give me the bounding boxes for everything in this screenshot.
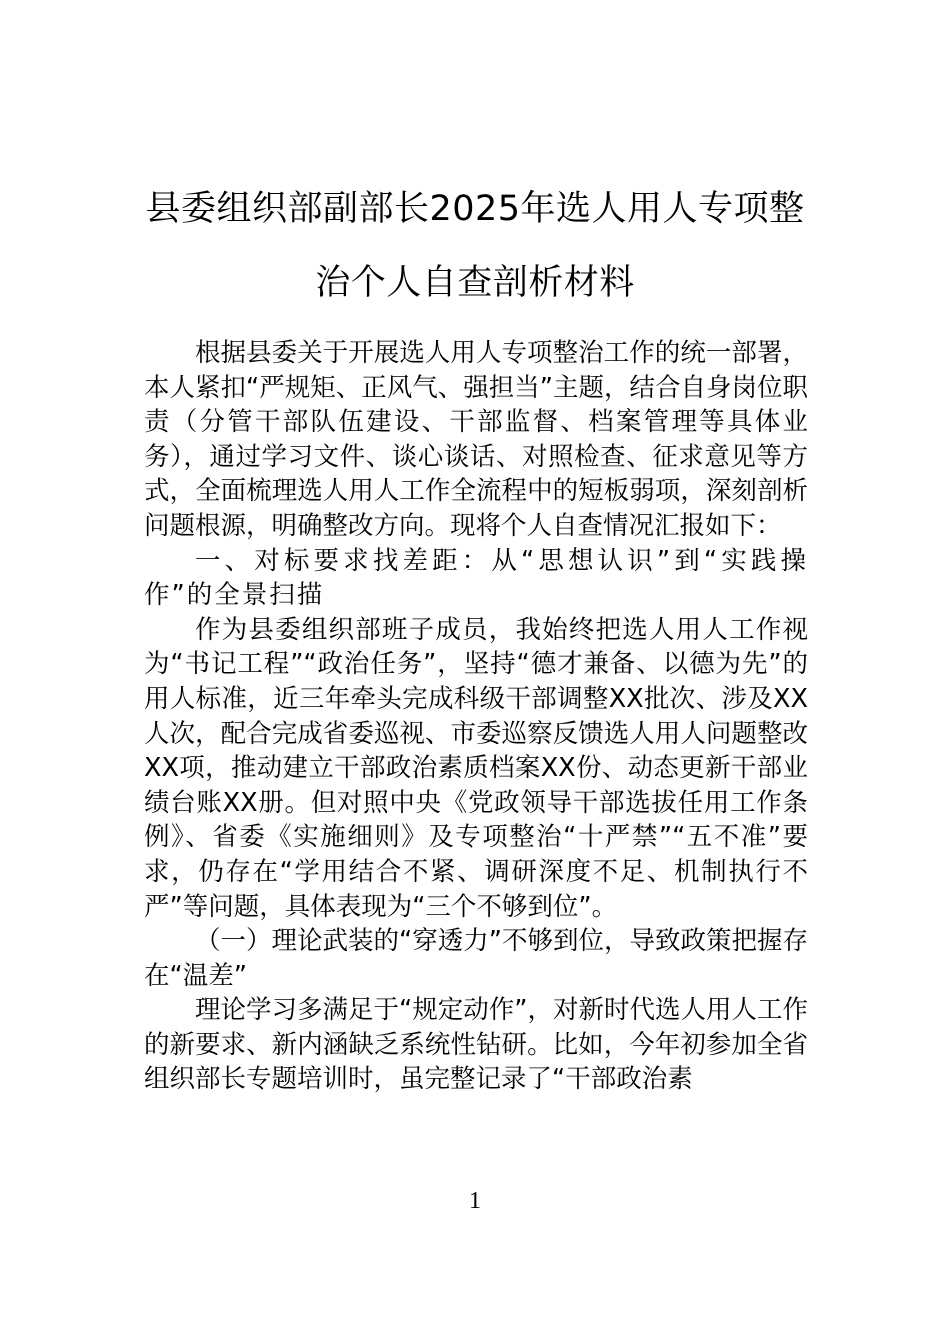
section-heading-1: 一、对标要求找差距：从“思想认识”到“实践操作”的全景扫描 [144, 545, 808, 611]
title-line-1: 县委组织部副部长2025年选人用人专项整 [145, 189, 805, 229]
page-number: 1 [469, 1188, 481, 1214]
document-body [144, 336, 808, 1097]
subsection-heading-1: （一）理论武装的“穿透力”不够到位，导致政策把握存在“温差” [144, 926, 808, 991]
paragraph-overview: 作为县委组织部班子成员，我始终把选人用人工作视为“书记工程”“政治任务”，坚持“德才兼备、以德为先”的用人标准，近三年牵头完成科级干部调整XX批次、涉及XX人次，配合完成省委巡视、市委巡察反馈选人用人问题整改XX项，推动建立干部政治素质档案XX份、动态更新干部业绩台账XX册。但对照中央《党政领导干部选拔任用工作条例》、省委《实施细则》及专项整治“十严禁”“五不准”要求，仍存在“学用结合不紧、调研深度不足、机制执行不严”等问题，具体表现为“三个不够到位”。 [144, 614, 808, 922]
paragraph-intro: 根据县委关于开展选人用人专项整治工作的统一部署，本人紧扣“严规矩、正风气、强担当”主题，结合自身岗位职责（分管干部队伍建设、干部监督、档案管理等具体业务），通过学习文件、谈心谈话、对照检查、征求意见等方式，全面梳理选人用人工作全流程中的短板弱项，深刻剖析问题根源，明确整改方向。现将个人自查情况汇报如下： [144, 338, 808, 541]
document-title [90, 172, 860, 320]
title-line-2: 治个人自查剖析材料 [315, 263, 635, 303]
paragraph-theory: 理论学习多满足于“规定动作”，对新时代选人用人工作的新要求、新内涵缺乏系统性钻研。比如，今年初参加全省组织部长专题培训时，虽完整记录了“干部政治素 [144, 995, 808, 1095]
